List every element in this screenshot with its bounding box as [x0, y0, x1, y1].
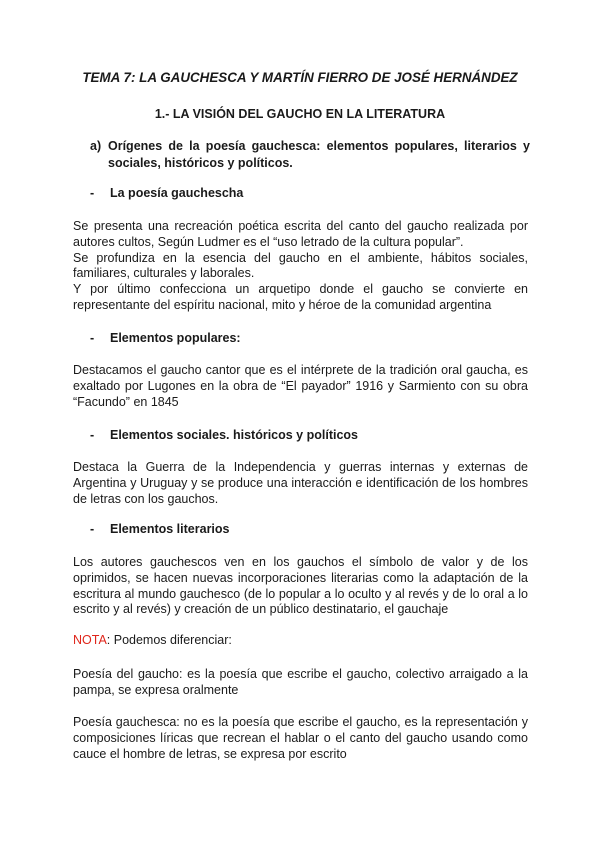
- nota-line: [73, 633, 528, 649]
- bullet-dash: -: [90, 186, 95, 200]
- bullet-heading-sociales: [90, 428, 358, 442]
- bullet-heading-text: Elementos sociales. históricos y políticos: [110, 428, 358, 442]
- bullet-dash: -: [90, 428, 95, 442]
- paragraph: Destacamos el gaucho cantor que es el intérprete de la tradición oral gaucha, es exaltado por Lugones en la obra de “El payador” 1916 y Sarmiento con su obra “Facundo” en 1845: [73, 363, 528, 409]
- bullet-dash: -: [90, 331, 95, 345]
- paragraph: Y por último confecciona un arquetipo donde el gaucho se convierte en representante del espíritu nacional, mito y héroe de la comunidad argentina: [73, 282, 528, 312]
- paragraph: Se presenta una recreación poética escrita del canto del gaucho realizada por autores cultos, Según Ludmer es el “uso letrado de la cultura popular”.: [73, 219, 528, 249]
- bullet-heading-text: Elementos populares:: [110, 331, 241, 345]
- section-heading: 1.- LA VISIÓN DEL GAUCHO EN LA LITERATURA: [154, 107, 446, 121]
- bullet-heading-text: La poesía gauchescha: [110, 186, 244, 200]
- paragraph-poesia-gauchesca: [73, 715, 528, 762]
- subsection-a-text: Orígenes de la poesía gauchesca: elementos populares, literarios y sociales, históricos y políticos.: [108, 139, 530, 170]
- paragraph-block-poesia: [73, 219, 528, 314]
- paragraph: Poesía gauchesca: no es la poesía que escribe el gaucho, es la representación y composiciones líricas que recrean el hablar o el canto del gaucho usando como cauce el hombre de letras, se expresa por escrito: [73, 715, 528, 761]
- paragraph-block-literarios: [73, 555, 528, 618]
- bullet-heading-poesia: [90, 186, 243, 200]
- subsection-a: [90, 138, 530, 172]
- paragraph-poesia-del-gaucho: [73, 667, 528, 699]
- paragraph: Destaca la Guerra de la Independencia y guerras internas y externas de Argentina y Uruguay y se produce una interacción e identificación de los hombres de letras con los gauchos.: [73, 460, 528, 506]
- paragraph: Poesía del gaucho: es la poesía que escribe el gaucho, colectivo arraigado a la pampa, se expresa oralmente: [73, 667, 528, 697]
- paragraph: Los autores gauchescos ven en los gauchos el símbolo de valor y de los oprimidos, se hacen nuevas incorporaciones literarias como la adaptación de la escritura al mundo gauchesco (de lo popular a lo oculto y al revés y de lo oral a lo escrito y al revés) y creación de un público destinatario, el gauchaje: [73, 555, 528, 617]
- bullet-heading-populares: [90, 331, 241, 345]
- paragraph-block-populares: [73, 363, 528, 410]
- bullet-heading-literarios: [90, 522, 230, 536]
- nota-text: : Podemos diferenciar:: [106, 633, 232, 647]
- bullet-dash: -: [90, 522, 95, 536]
- subsection-a-label: a): [90, 139, 102, 153]
- paragraph: Se profundiza en la esencia del gaucho en el ambiente, hábitos sociales, familiares, culturales y laborales.: [73, 250, 528, 281]
- bullet-heading-text: Elementos literarios: [110, 522, 230, 536]
- nota-label: NOTA: [73, 633, 107, 647]
- paragraph-block-sociales: [73, 460, 528, 507]
- document-title: TEMA 7: LA GAUCHESCA Y MARTÍN FIERRO DE JOSÉ HERNÁNDEZ: [82, 70, 518, 85]
